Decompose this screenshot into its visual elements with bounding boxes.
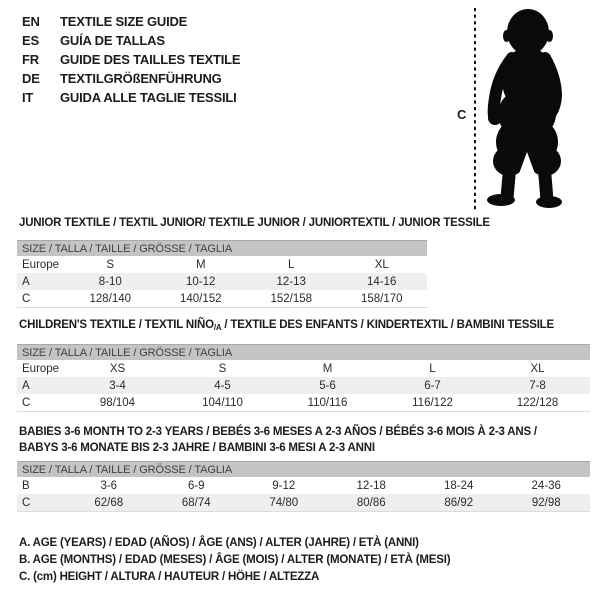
language-code: ES — [22, 33, 39, 48]
table-cell: 7-8 — [529, 379, 546, 392]
table-cell: 152/158 — [270, 292, 313, 305]
language-title: TEXTILE SIZE GUIDE — [60, 14, 188, 29]
table-cell: 3-6 — [100, 479, 118, 492]
table-cell: L — [429, 362, 436, 375]
table-cell: 128/140 — [89, 292, 132, 305]
table-cell: 62/68 — [94, 496, 124, 509]
footnote-a: A. AGE (YEARS) / EDAD (AÑOS) / ÂGE (ANS) / ALTER (JAHRE) / ETÀ (ANNI) — [19, 537, 419, 549]
row-label: Europe — [22, 362, 60, 375]
table-cell: 122/128 — [516, 396, 559, 409]
table-row — [17, 377, 590, 394]
row-label: B — [22, 479, 30, 492]
size-table-header: SIZE / TALLA / TAILLE / GRÖSSE / TAGLIA — [17, 344, 590, 360]
language-row — [22, 12, 240, 31]
table-cell: 12-18 — [356, 479, 386, 492]
babies-size-table — [17, 461, 590, 512]
section-title-text: CHILDREN'S TEXTILE / TEXTIL NIÑO — [19, 319, 214, 331]
language-code: FR — [22, 52, 39, 67]
row-label: C — [22, 292, 31, 305]
table-cell: 74/80 — [269, 496, 299, 509]
table-cell: 10-12 — [186, 275, 216, 288]
section-title-line2: BABYS 3-6 MONATE BIS 2-3 JAHRE / BAMBINI 3-6 MESI A 2-3 ANNI — [19, 442, 375, 454]
table-cell: 92/98 — [531, 496, 561, 509]
table-cell: 12-13 — [276, 275, 306, 288]
table-cell: 24-36 — [531, 479, 561, 492]
table-cell: 68/74 — [181, 496, 211, 509]
table-cell: 158/170 — [360, 292, 403, 305]
footnotes — [19, 535, 450, 586]
language-row — [22, 31, 240, 50]
table-cell: 14-16 — [367, 275, 397, 288]
baby-silhouette-image — [450, 6, 595, 214]
footnote-b: B. AGE (MONTHS) / EDAD (MESES) / ÂGE (MOIS) / ALTER (MONATE) / ETÀ (MESI) — [19, 554, 451, 566]
section-title-text: / TEXTILE DES ENFANTS / KINDERTEXTIL / BAMBINI TESSILE — [221, 319, 554, 331]
section-title-junior: JUNIOR TEXTILE / TEXTIL JUNIOR/ TEXTILE JUNIOR / JUNIORTEXTIL / JUNIOR TESSILE — [19, 217, 490, 229]
table-cell: 9-12 — [272, 479, 296, 492]
table-row — [17, 273, 427, 290]
table-row — [17, 360, 590, 377]
language-row — [22, 88, 240, 107]
row-label: A — [22, 275, 30, 288]
table-cell: 5-6 — [319, 379, 336, 392]
table-cell: L — [288, 258, 295, 271]
table-cell: XL — [374, 258, 389, 271]
table-cell: 4-5 — [214, 379, 231, 392]
table-cell: 8-10 — [98, 275, 122, 288]
table-row — [17, 494, 590, 511]
table-cell: 140/152 — [179, 292, 222, 305]
size-table-header: SIZE / TALLA / TAILLE / GRÖSSE / TAGLIA — [17, 461, 590, 477]
section-title-children — [19, 319, 554, 332]
table-cell: 18-24 — [444, 479, 474, 492]
table-cell: XS — [109, 362, 126, 375]
table-cell: 6-7 — [424, 379, 441, 392]
table-cell: 110/116 — [307, 396, 348, 409]
table-row — [17, 256, 427, 273]
baby-silhouette-shape — [487, 9, 562, 208]
table-cell: 86/92 — [444, 496, 474, 509]
table-cell: M — [195, 258, 206, 271]
row-label: A — [22, 379, 30, 392]
language-title: GUIDA ALLE TAGLIE TESSILI — [60, 90, 237, 105]
table-row — [17, 394, 590, 411]
table-cell: 6-9 — [187, 479, 205, 492]
language-code: DE — [22, 71, 40, 86]
language-row — [22, 50, 240, 69]
language-code: EN — [22, 14, 40, 29]
table-row — [17, 477, 590, 494]
junior-size-table — [17, 240, 427, 308]
table-cell: 80/86 — [356, 496, 386, 509]
language-row — [22, 69, 240, 88]
language-title: TEXTILGRÖßENFÜHRUNG — [60, 71, 222, 86]
row-label: C — [22, 496, 31, 509]
section-title-babies — [19, 424, 537, 456]
children-size-table — [17, 344, 590, 412]
table-row — [17, 290, 427, 307]
section-title-subscript: /A — [213, 323, 222, 332]
table-cell: S — [218, 362, 227, 375]
table-cell: M — [322, 362, 333, 375]
language-code: IT — [22, 90, 34, 105]
row-label: C — [22, 396, 31, 409]
footnote-c: C. (cm) HEIGHT / ALTURA / HAUTEUR / HÖHE / ALTEZZA — [19, 571, 320, 583]
language-title: GUÍA DE TALLAS — [60, 33, 165, 48]
size-table-header: SIZE / TALLA / TAILLE / GRÖSSE / TAGLIA — [17, 240, 427, 256]
table-cell: 98/104 — [99, 396, 136, 409]
table-cell: 116/122 — [412, 396, 453, 409]
language-title: GUIDE DES TAILLES TEXTILE — [60, 52, 241, 67]
height-marker-label: C — [457, 107, 467, 122]
table-cell: S — [106, 258, 115, 271]
table-cell: 104/110 — [202, 396, 243, 409]
table-cell: 3-4 — [109, 379, 126, 392]
table-cell: XL — [530, 362, 545, 375]
section-title-line1: BABIES 3-6 MONTH TO 2-3 YEARS / BEBÉS 3-6 MESES A 2-3 AÑOS / BÉBÉS 3-6 MOIS À 2-3 ANS / — [19, 426, 537, 438]
language-title-list — [22, 12, 240, 107]
row-label: Europe — [22, 258, 60, 271]
